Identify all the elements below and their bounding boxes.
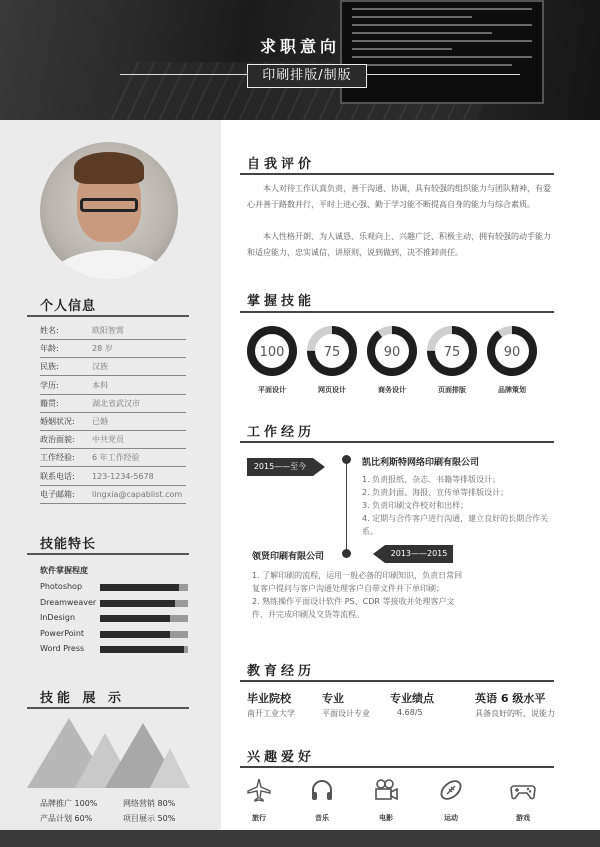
job-1-duties — [362, 473, 558, 538]
info-key: 学历: — [40, 380, 59, 390]
info-value: 123-1234-5678 — [92, 471, 154, 481]
stat-brand: 品牌推广 100% — [40, 799, 98, 808]
resume-title: 求职意向 — [259, 37, 340, 56]
edu-school-label: 毕业院校 — [247, 692, 291, 705]
edu-school-value: 南开工业大学 — [247, 709, 295, 718]
ring-value: 100 — [259, 345, 285, 360]
info-row — [40, 468, 186, 486]
hobby-label: 电影 — [379, 814, 393, 822]
info-row — [40, 449, 186, 467]
job-2-arrow — [373, 545, 385, 563]
job-2-duty: 2. 熟练操作平面设计软件 PS、CDR 等接收并处理客户文件，并完成印刷及交货等流程。 — [252, 597, 455, 619]
skill-row — [40, 612, 190, 624]
hobbies-heading: 兴趣爱好 — [247, 750, 316, 765]
skill-show-heading: 技能 展 示 — [40, 691, 126, 706]
skill-bar-fill — [100, 584, 179, 591]
ring-graphic — [306, 325, 358, 377]
info-value: lingxia@capablist.com — [92, 489, 183, 499]
info-key: 籍贯: — [40, 398, 59, 408]
personal-info-divider — [27, 315, 189, 317]
hobby-label: 音乐 — [315, 814, 329, 822]
work-heading: 工作经历 — [247, 425, 316, 440]
skill-row — [40, 628, 190, 640]
skill-bar — [100, 646, 188, 653]
stat-project: 项目展示 50% — [123, 814, 176, 823]
avatar — [40, 142, 178, 280]
skill-bar-fill — [100, 646, 184, 653]
ring-label: 页面排版 — [438, 386, 466, 394]
self-eval-heading: 自我评价 — [247, 157, 316, 172]
info-value: 汉族 — [92, 362, 108, 372]
ring-value: 75 — [323, 345, 341, 360]
mastered-skills-divider — [240, 311, 554, 313]
edu-major-label: 专业 — [322, 692, 344, 705]
hobby-music — [302, 777, 342, 823]
hobbies-divider — [240, 766, 554, 768]
ring-graphic — [246, 325, 298, 377]
ring-label: 品牌策划 — [498, 386, 526, 394]
ring-value: 90 — [503, 345, 521, 360]
edu-gpa-label: 专业绩点 — [390, 692, 434, 705]
hobby-label: 运动 — [444, 814, 458, 822]
timeline-line — [346, 458, 347, 558]
skill-ring — [246, 325, 298, 394]
hobby-sports — [431, 777, 471, 823]
edu-major-value: 平面设计专业 — [322, 709, 370, 718]
info-key: 电子邮箱: — [40, 489, 75, 499]
self-eval-paragraph-2: 本人性格开朗、为人诚恳、乐观向上、兴趣广泛、积极主动，拥有较强的动手能力和适应能力，忠实诚信，讲原则，说到做到，决不推卸责任。 — [247, 232, 551, 257]
skill-bar — [100, 600, 188, 607]
info-row — [40, 322, 186, 340]
info-key: 民族: — [40, 362, 59, 372]
skill-show-divider — [27, 707, 189, 709]
edu-gpa-value: 4.68/5 — [397, 708, 423, 717]
ring-value: 75 — [443, 345, 461, 360]
skill-ring — [366, 325, 418, 394]
timeline-dot-2 — [342, 549, 351, 558]
timeline-dot-1 — [342, 455, 351, 464]
movie-camera-icon — [373, 777, 399, 803]
skill-row — [40, 597, 190, 609]
skill-row — [40, 581, 190, 593]
skills-divider — [27, 553, 189, 555]
skill-bar-fill — [100, 631, 170, 638]
edu-english-label: 英语 6 级水平 — [475, 692, 546, 705]
info-value: 湖北省武汉市 — [92, 398, 140, 408]
skill-name: InDesign — [40, 613, 76, 622]
info-value: 欧阳智霄 — [92, 326, 124, 335]
info-row — [40, 340, 186, 358]
job-1-duty: 4. 定期与合作客户进行沟通，建立良好的长期合作关系。 — [362, 514, 549, 536]
skill-bar — [100, 584, 188, 591]
info-key: 婚姻状况: — [40, 417, 75, 426]
ring-value: 90 — [383, 345, 401, 360]
job-2-period: 2013——2015 — [385, 545, 453, 563]
ring-label: 商务设计 — [378, 386, 406, 394]
info-key: 姓名: — [40, 326, 59, 335]
airplane-icon — [246, 777, 272, 803]
skill-name: Dreamweaver — [40, 597, 97, 607]
skills-heading: 技能特长 — [40, 537, 97, 552]
header-banner — [0, 0, 600, 120]
info-value: 6 年工作经验 — [92, 453, 140, 463]
footer-bar — [0, 830, 600, 847]
job-2-company: 领贤印刷有限公司 — [252, 552, 325, 562]
skill-bar-fill — [100, 615, 170, 622]
software-level-label: 软件掌握程度 — [40, 566, 88, 575]
education-heading: 教育经历 — [247, 664, 316, 679]
edu-english-value: 具备良好的听、说能力 — [475, 709, 555, 718]
info-key: 政治面貌: — [40, 435, 75, 445]
job-1-duty: 2. 负责封面、海报、宣传单等排版设计； — [362, 488, 509, 497]
work-divider — [240, 441, 554, 443]
skill-ring — [426, 325, 478, 394]
info-key: 联系电话: — [40, 471, 75, 481]
hobby-travel — [239, 777, 279, 823]
education-divider — [240, 680, 554, 682]
job-2-duties — [252, 569, 464, 621]
skill-bar — [100, 631, 188, 638]
job-target: 印刷排版/制版 — [247, 64, 367, 88]
ring-graphic — [486, 325, 538, 377]
headphones-icon — [309, 777, 335, 803]
job-1-company: 凯比利斯特网络印刷有限公司 — [362, 458, 480, 468]
ring-label: 平面设计 — [258, 386, 286, 394]
self-eval-divider — [240, 173, 554, 175]
self-eval-paragraph-1: 本人对待工作认真负责，善于沟通、协调，具有较强的组织能力与团队精神，有爱心并善于路数并行，平时上进心强、勤于学习能不断提高自身的能力与综合素质。 — [247, 184, 551, 209]
info-value: 28 岁 — [92, 344, 113, 354]
personal-info-heading: 个人信息 — [40, 299, 97, 314]
job-1-duty: 3. 负责印刷文件校对和出样； — [362, 501, 469, 510]
info-value: 中共党员 — [92, 435, 124, 445]
skill-bar-fill — [100, 600, 175, 607]
info-row — [40, 486, 186, 504]
info-row — [40, 358, 186, 376]
skill-name: PowerPoint — [40, 628, 85, 638]
info-row — [40, 377, 186, 395]
ring-label: 网页设计 — [318, 386, 346, 394]
info-value: 本科 — [92, 380, 108, 390]
football-icon — [438, 777, 464, 803]
skill-name: Word Press — [40, 644, 85, 653]
info-row — [40, 395, 186, 413]
ring-graphic — [366, 325, 418, 377]
info-row — [40, 413, 186, 431]
skill-name: Photoshop — [40, 582, 83, 591]
job-2-duty: 1. 了解印刷的流程，运用一般必备的印刷知识，负责日常回复客户提问与客户沟通处理客户自带文件并下单印刷； — [252, 571, 463, 593]
info-row — [40, 431, 186, 449]
gamepad-icon — [510, 777, 536, 803]
hobby-movie — [366, 777, 406, 823]
job-1-period: 2015——至今 — [247, 458, 313, 476]
hobby-games — [503, 777, 543, 823]
ring-graphic — [426, 325, 478, 377]
skill-bar — [100, 615, 188, 622]
skill-row — [40, 643, 190, 655]
info-key: 工作经验: — [40, 453, 75, 463]
hobby-label: 游戏 — [516, 814, 530, 822]
stat-product: 产品计划 60% — [40, 814, 93, 823]
job-1-duty: 1. 负责报纸、杂志、书籍等排版设计； — [362, 475, 501, 484]
hobby-label: 旅行 — [252, 814, 266, 822]
skill-ring — [306, 325, 358, 394]
stat-marketing: 网络营销 80% — [123, 799, 176, 808]
job-1-arrow — [313, 458, 325, 476]
skill-ring — [486, 325, 538, 394]
info-value: 已婚 — [92, 417, 108, 426]
info-key: 年龄: — [40, 344, 59, 354]
mastered-skills-heading: 掌握技能 — [247, 294, 316, 309]
